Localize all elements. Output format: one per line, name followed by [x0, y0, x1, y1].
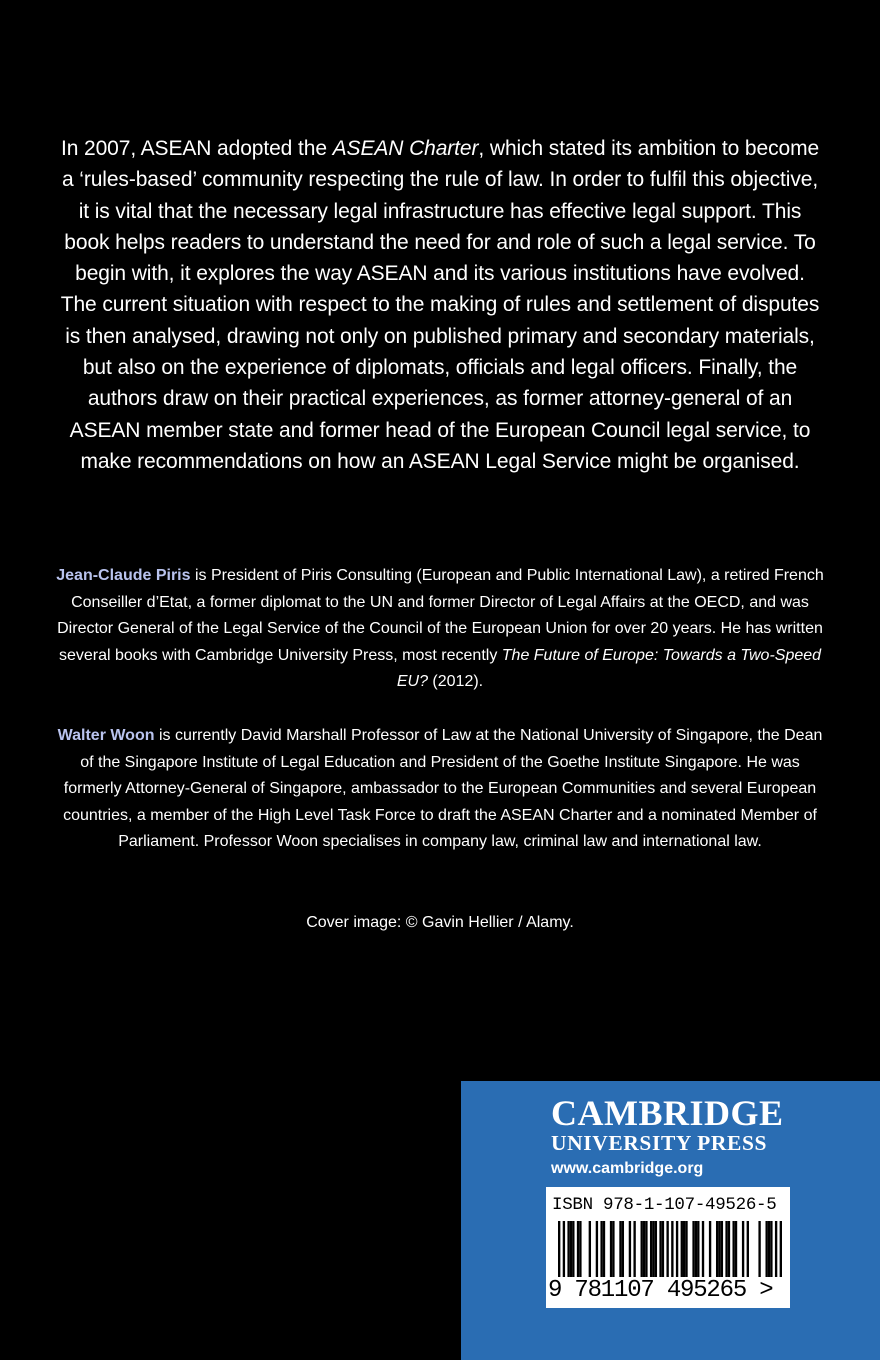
barcode-bar: [612, 1221, 614, 1277]
barcode-bar: [765, 1221, 767, 1277]
blurb-body: , which stated its ambition to become a ‘rules-based’ community respecting the rule of law. In order to fulfil this objective, it is vital that the necessary legal infrastructure has effective legal support. This book helps readers to understand the need for and role of such a legal service. To begin with, it explores the way ASEAN and its various institutions have evolved. The current situation with respect to the making of rules and settlement of disputes is then analysed, drawing not only on published primary and secondary materials, but also on the experience of diplomats, officials and legal officers. Finally, the authors draw on their practical experiences, as former attorney-general of an ASEAN member state and former head of the European Council legal service, to make recommendations on how an ASEAN Legal Service might be organised.: [60, 137, 820, 473]
back-cover-blurb: [60, 133, 820, 477]
publisher-panel: [461, 1081, 880, 1360]
barcode-bar: [768, 1221, 770, 1277]
barcode-bar: [603, 1221, 605, 1277]
barcode-bar: [662, 1221, 664, 1277]
barcode-bar: [572, 1221, 574, 1277]
barcode-bar: [742, 1221, 744, 1277]
barcode-digits: 9 781107 495265 >: [548, 1277, 773, 1304]
barcode-bar: [770, 1221, 772, 1277]
barcode-bar: [652, 1221, 654, 1277]
barcode-bar: [600, 1221, 602, 1277]
author-bio-piris: [50, 563, 830, 696]
barcode-bar: [676, 1221, 678, 1277]
barcode-bar: [633, 1221, 635, 1277]
barcode-bar: [735, 1221, 737, 1277]
cover-image-credit: Cover image: © Gavin Hellier / Alamy.: [306, 914, 574, 931]
barcode-bar: [709, 1221, 711, 1277]
bio-text-piris: is President of Piris Consulting (European and Public International Law), a retired French Conseiller d’Etat, a former diplomat to the UN and former Director of Legal Affairs at the OECD, and was Director General of the Legal Service of the Council of the European Union for over 20 years. He has written several books with Cambridge University Press, most recently: [57, 567, 824, 664]
barcode-bar: [692, 1221, 694, 1277]
barcode-bar: [732, 1221, 734, 1277]
blurb-lead: In 2007, ASEAN adopted the: [60, 137, 333, 160]
barcode-bar: [747, 1221, 749, 1277]
barcode-bar: [683, 1221, 685, 1277]
barcode-bar: [718, 1221, 720, 1277]
barcode-bar: [716, 1221, 718, 1277]
author-bio-woon: [50, 723, 830, 856]
barcode-bar: [650, 1221, 652, 1277]
barcode-bar: [558, 1221, 560, 1277]
barcode-bar: [655, 1221, 657, 1277]
barcode-bar: [570, 1221, 572, 1277]
barcode-bar: [645, 1221, 647, 1277]
barcode-bar: [695, 1221, 697, 1277]
barcode-bar: [659, 1221, 661, 1277]
barcode-bar: [579, 1221, 581, 1277]
isbn-barcode: [546, 1187, 790, 1308]
barcode-bar: [780, 1221, 782, 1277]
barcode-bars: [558, 1221, 782, 1277]
book-title-piris: The Future of Europe: Towards a Two-Speed EU?: [396, 646, 822, 691]
barcode-bar: [702, 1221, 704, 1277]
barcode-bar: [685, 1221, 687, 1277]
publisher-subtitle: UNIVERSITY PRESS: [551, 1131, 768, 1155]
barcode-bar: [563, 1221, 565, 1277]
barcode-bar: [596, 1221, 598, 1277]
bio-text-woon: is currently David Marshall Professor of Law at the National University of Singapore, the Dean of the Singapore Institute of Legal Education and President of the Goethe Institute Singapore. He was formerly Attorney-General of Singapore, ambassador to the European Communities and several European countries, a member of the High Level Task Force to draft the ASEAN Charter and a nominated Member of Parliament. Professor Woon specialises in company law, criminal law and international law.: [63, 727, 823, 851]
publisher-name: CAMBRIDGE: [551, 1093, 784, 1133]
author-name-piris: Jean-Claude Piris: [56, 567, 191, 584]
barcode-bar: [643, 1221, 645, 1277]
barcode-bar: [589, 1221, 591, 1277]
barcode-bar: [610, 1221, 612, 1277]
barcode-bar: [567, 1221, 569, 1277]
author-name-woon: Walter Woon: [57, 727, 155, 744]
barcode-bar: [728, 1221, 730, 1277]
isbn-label: ISBN 978-1-107-49526-5: [552, 1195, 777, 1215]
barcode-bar: [775, 1221, 777, 1277]
book-year-piris: (2012).: [427, 673, 484, 691]
barcode-bar: [671, 1221, 673, 1277]
barcode-bar: [697, 1221, 699, 1277]
barcode-bar: [577, 1221, 579, 1277]
barcode-bar: [681, 1221, 683, 1277]
barcode-bar: [629, 1221, 631, 1277]
barcode-bar: [666, 1221, 668, 1277]
barcode-bar: [641, 1221, 643, 1277]
charter-title: ASEAN Charter: [332, 137, 479, 160]
barcode-bar: [619, 1221, 621, 1277]
barcode-bar: [725, 1221, 727, 1277]
barcode-bar: [721, 1221, 723, 1277]
publisher-url: www.cambridge.org: [551, 1160, 704, 1177]
barcode-bar: [758, 1221, 760, 1277]
barcode-bar: [622, 1221, 624, 1277]
